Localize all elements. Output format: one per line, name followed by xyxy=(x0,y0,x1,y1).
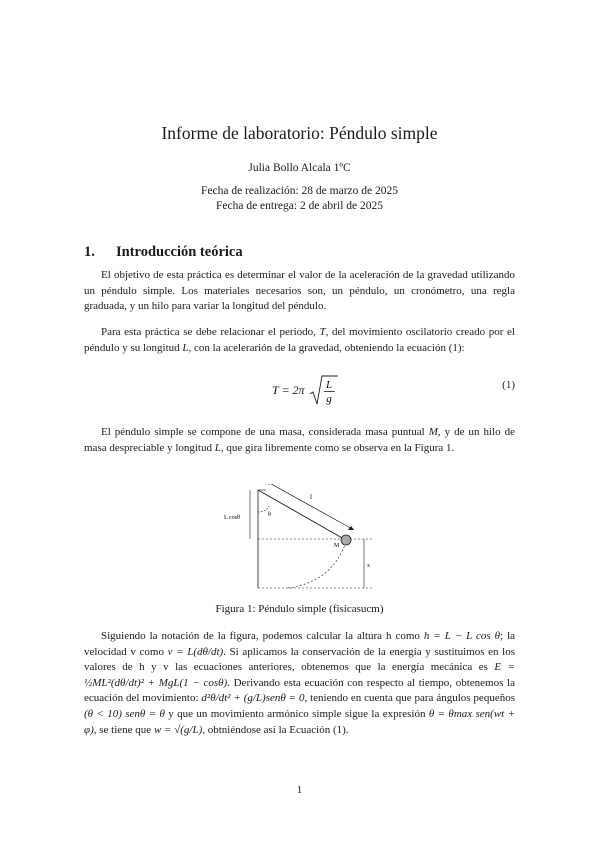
symbol-L: L xyxy=(182,341,189,354)
derivation-text-6: y que un movimiento armónico simple sigue la expresión xyxy=(164,707,429,720)
paragraph-derivation xyxy=(84,629,515,738)
page-number: 1 xyxy=(296,784,303,796)
figure-caption: Figura 1: Péndulo simple (fisicasucm) xyxy=(215,603,384,615)
derivation-text-2: ; la velocidad v como xyxy=(84,630,516,658)
pendulum-text-b: , y de un hilo de masa despreciable y longitud xyxy=(84,426,515,454)
sqrt-sign xyxy=(308,374,338,408)
equation-number: (1) xyxy=(502,379,515,391)
symbol-L-2: L xyxy=(214,441,221,454)
formula-solution: θ = θmax sen(wt + φ) xyxy=(84,707,516,736)
formula-v: v = L(dθ/dt) xyxy=(167,645,224,658)
equation-lhs: T = 2π xyxy=(272,382,305,397)
label-l: l xyxy=(310,493,312,501)
relation-text-b: , del movimiento oscilatorio creado por el péndulo y su longitud xyxy=(84,326,515,354)
derivation-text-8: , obtniéndose así la Ecuación (1). xyxy=(202,723,349,736)
derivation-text-5: , teniendo en cuenta que para ángulos pequeños xyxy=(304,692,515,705)
label-theta: θ xyxy=(268,512,271,518)
section-title: Introducción teórica xyxy=(116,244,243,260)
label-lcos: L cosθ xyxy=(224,515,240,521)
paragraph-relation xyxy=(84,325,515,356)
derivation-text-1: Siguiendo la notación de la figura, podemos calcular la altura h como xyxy=(101,630,424,642)
equation-body xyxy=(272,374,338,408)
dates-block xyxy=(0,184,599,214)
label-x: x xyxy=(367,563,370,569)
label-m: M xyxy=(334,543,340,549)
pendulum-text-a: El péndulo simple se compone de una masa, considerada masa puntual xyxy=(101,426,429,438)
section-number: 1. xyxy=(84,244,95,260)
formula-motion: d²θ/dt² + (g/L)senθ = 0 xyxy=(201,692,305,705)
date-entrega: Fecha de entrega: 2 de abril de 2025 xyxy=(215,200,383,212)
section-heading xyxy=(84,244,243,261)
derivation-text-3: . Si aplicamos la conservación de la energía y sustituimos en los valores de h y v las ecuaciones anteriores, obtenemos que la energía mecánica es xyxy=(84,645,516,674)
pendulum-text-c: , que gira libremente como se observa en la Figura 1. xyxy=(220,441,455,454)
formula-small-angle: (θ < 10) senθ = θ xyxy=(84,707,165,720)
figure-pendulum xyxy=(222,484,382,600)
relation-text-c: , con la acelerarión de la gravedad, obteniendo la ecuación (1): xyxy=(188,341,465,354)
formula-h: h = L − L cos θ xyxy=(423,630,501,642)
paragraph-objective xyxy=(84,268,515,315)
derivation-text-7: , se tiene que xyxy=(93,723,154,736)
formula-energy: E = ½ML²(dθ/dt)² + MgL(1 − cosθ) xyxy=(84,661,515,689)
paper-title: Informe de laboratorio: Péndulo simple xyxy=(161,123,438,143)
paragraph-pendulum xyxy=(84,425,515,456)
symbol-M: M xyxy=(428,426,438,438)
pendulum-diagram xyxy=(222,484,382,596)
equation-numerator: L xyxy=(325,379,332,391)
equation-denominator: g xyxy=(325,393,332,405)
symbol-T: T xyxy=(319,326,326,338)
author-line: Julia Bollo Alcala 1ºC xyxy=(248,162,351,174)
date-realizacion: Fecha de realización: 28 de marzo de 2025 xyxy=(200,185,398,197)
paragraph-objective-text: El objetivo de esta práctica es determinar el valor de la aceleración de la gravedad utilizando un péndulo simple. Los materiales necesarios son, un péndulo, un cronómetro, una regla graduada, y un hilo para variar la longitud del péndulo. xyxy=(84,269,515,313)
formula-omega: w = √(g/L) xyxy=(153,723,203,736)
equation-1 xyxy=(84,370,515,404)
relation-text-a: Para esta práctica se debe relacionar el periodo, xyxy=(101,326,320,338)
derivation-text-4: . Derivando esta ecuación con respecto al tiempo, obtenemos la ecuación del movimiento: xyxy=(84,676,515,705)
